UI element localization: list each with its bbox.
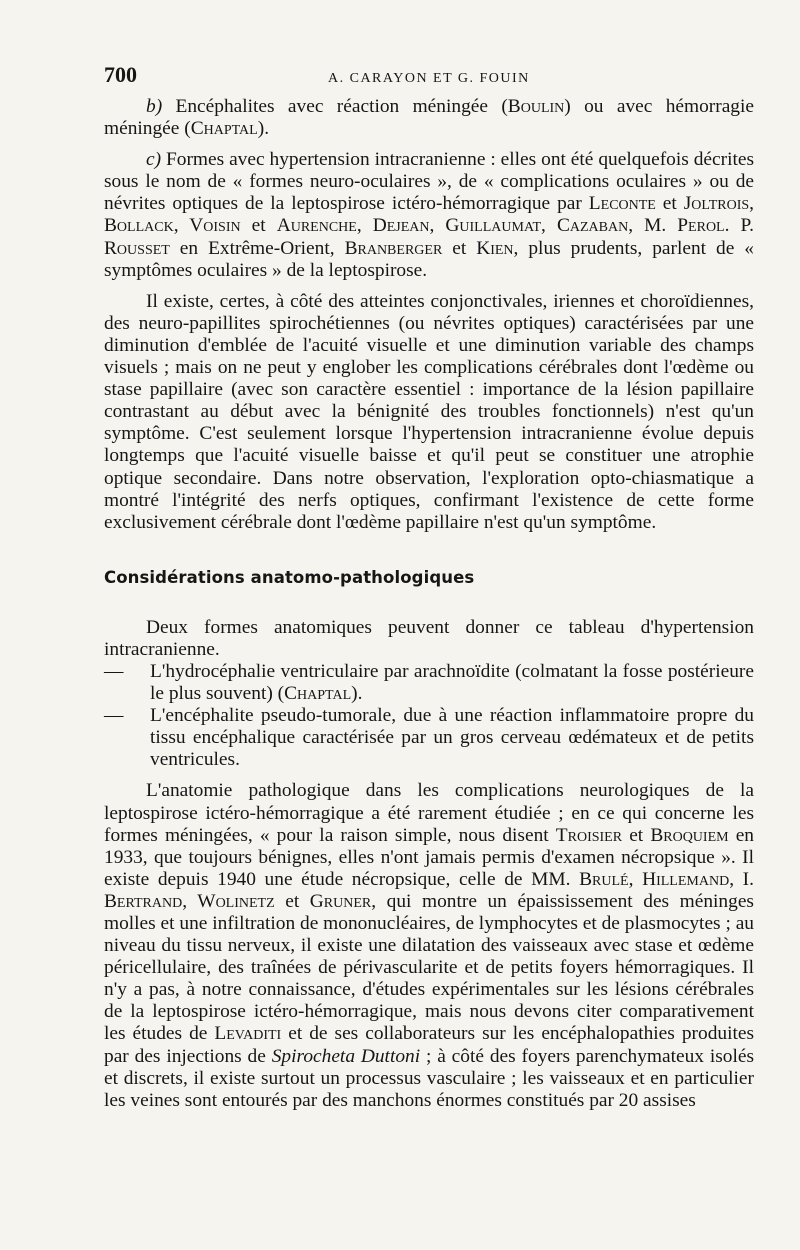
list-item: — L'hydrocéphalie ventriculaire par arachnoïdite (colmatant la fosse postérieure le plus souvent) (Chaptal). <box>104 660 754 705</box>
author-name: Rousset <box>104 237 170 259</box>
author-name: Perol. <box>677 215 730 237</box>
author-name: Joltrois, Bollack, Voisin <box>104 193 754 237</box>
author-name: Chaptal <box>284 683 352 705</box>
page-number: 700 <box>104 62 137 87</box>
author-name: Leconte <box>588 193 656 215</box>
item-label-c: c) <box>146 149 162 171</box>
author-name: Brulé, Hillemand, <box>579 868 735 890</box>
author-name: Aurenche, Dejean, Guillaumat, Cazaban, <box>276 215 634 237</box>
author-name: Bertrand, Wolinetz <box>104 890 275 912</box>
running-header <box>104 62 754 96</box>
author-name: Kien, <box>476 237 519 259</box>
author-name: Branberger <box>344 237 443 259</box>
paragraph-optic-discussion: Il existe, certes, à côté des atteintes conjonctivales, iriennes et choroïdiennes, des neuro-papillites spirochétiennes (ou névrites optiques) caractérisées par une diminution d'emblée de l'acuité visuelle et une diminution variable des champs visuels ; mais on ne peut y englober les complications cérébrales dont l'œdème ou stase papillaire (avec son caractère essentiel : importance de la lésion papillaire contrastant au début avec la bénignité des troubles fonctionnels) n'est qu'un symptôme. C'est seulement lorsque l'hypertension intracranienne évolue depuis longtemps que l'acuité visuelle baisse et qu'il peut se constituer une atrophie optique secondaire. Dans notre observation, l'exploration opto-chiasmatique a montré l'intégrité des nerfs optiques, confirmant l'existence de cette forme exclusivement cérébrale dont l'œdème papillaire n'est qu'un symptôme. <box>104 290 754 533</box>
list-dash: — <box>104 705 124 727</box>
author-name: Troisier <box>555 824 623 846</box>
list-item: — L'encéphalite pseudo-tumorale, due à une réaction inflammatoire propre du tissu encéphalique caractérisée par un gros cerveau œdémateux et de petits ventricules. <box>104 705 754 771</box>
item-label-b: b) <box>146 96 163 117</box>
paragraph-b: b) Encéphalites avec réaction méningée (Boulin) ou avec hémorragie méningée (Chaptal). <box>104 96 755 140</box>
author-name: Gruner, <box>309 890 377 912</box>
author-name: Chaptal <box>190 118 258 140</box>
paragraph-two-forms: Deux formes anatomiques peuvent donner ce tableau d'hypertension intracranienne. <box>104 616 754 660</box>
author-name: Boulin <box>507 96 565 117</box>
author-name: Levaditi <box>214 1023 282 1045</box>
section-heading: Considérations anatomo-pathologiques <box>104 567 475 587</box>
species-name: Spirocheta Duttoni <box>271 1045 421 1067</box>
list-dash: — <box>104 660 124 682</box>
running-title-authors: A. CARAYON ET G. FOUIN <box>328 71 530 86</box>
document-page <box>104 62 754 1112</box>
paragraph-c: c) Formes avec hypertension intracranienne : elles ont été quelquefois décrites sous le nom de « formes neuro-oculaires », de « complications oculaires » ou de névrites optiques de la leptospirose ictéro-hémorragique par Leconte et Joltrois, Bollack, Voisin et Aurenche, Dejean, Guillaumat, Cazaban, M. Perol. P. Rousset en Extrême-Orient, Branberger et Kien, plus prudents, parlent de « symptômes oculaires » de la leptospirose. <box>104 149 754 281</box>
paragraph-anatomy: L'anatomie pathologique dans les complications neurologiques de la leptospirose ictéro-hémorragique a été rarement étudiée ; en ce qui concerne les formes méningées, « pour la raison simple, nous disent Troisier et Broquiem en 1933, que toujours bénignes, elles n'ont jamais permis d'examen nécropsique ». Il existe depuis 1940 une étude nécropsique, celle de MM. Brulé, Hillemand, I. Bertrand, Wolinetz et Gruner, qui montre un épaississement des méninges molles et une infiltration de mononucléaires, de lymphocytes et de plasmocytes ; au niveau du tissu nerveux, il existe une dilatation des vaisseaux avec stase et œdème péricellulaire, des traînées de périvascularite et de petits foyers hémorragiques. Il n'y a pas, à notre connaissance, d'études expérimentales sur les lésions cérébrales de la leptospirose ictéro-hémorragique, mais nous devons citer comparativement les études de Levaditi et de ses collaborateurs sur les encéphalopathies produites par des injections de Spirocheta Duttoni ; à côté des foyers parenchymateux isolés et discrets, il existe surtout un processus vasculaire ; les vaisseaux et en particulier les veines sont entourés par des manchons énormes constitués par 20 assises <box>104 780 755 1111</box>
author-name: Broquiem <box>650 824 729 846</box>
